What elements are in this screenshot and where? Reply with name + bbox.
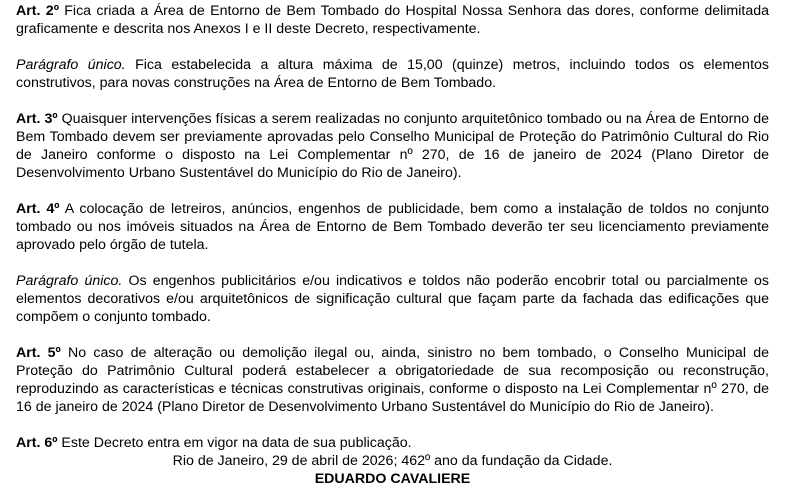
paragraph-label: Parágrafo único.: [16, 273, 123, 289]
article-label: Art. 4º: [16, 201, 60, 217]
paragraph-label: Parágrafo único.: [16, 57, 126, 73]
article-text: No caso de alteração ou demolição ilegal ou, ainda, sinistro no bem tombado, o Conselho Municipal de Proteção do Patrimônio Cultural poderá estabelecer a obrigatoriedade de sua recomposição ou reconstrução, reproduzindo as características e técnicas construtivas originais, conforme o disposto na Lei Complementar nº 270, de 16 de janeiro de 2024 (Plano Diretor de Desenvolvimento Urbano Sustentável do Município do Rio de Janeiro).: [16, 345, 769, 415]
article-text: Fica criada a Área de Entorno de Bem Tombado do Hospital Nossa Senhora das dores, conforme delimitada graficamente e descrita nos Anexos I e II deste Decreto, respectivamente.: [16, 3, 769, 37]
article-label: Art. 3º: [16, 111, 58, 127]
article-label: Art. 6º: [16, 435, 58, 451]
article-2-sole-paragraph: [16, 56, 769, 92]
article-text: Quaisquer intervenções físicas a serem realizadas no conjunto arquitetônico tombado ou na Área de Entorno de Bem Tombado devem ser previamente aprovadas pelo Conselho Municipal de Proteção do Patrimônio Cultural do Rio de Janeiro conforme o disposto na Lei Complementar nº 270, de 16 de janeiro de 2024 (Plano Diretor de Desenvolvimento Urbano Sustentável do Município do Rio de Janeiro).: [16, 111, 769, 181]
article-4-sole-paragraph: [16, 272, 769, 326]
article-label: Art. 2º: [16, 3, 59, 19]
place-and-date: Rio de Janeiro, 29 de abril de 2026; 462º ano da fundação da Cidade.: [172, 453, 613, 469]
article-text: A colocação de letreiros, anúncios, engenhos de publicidade, bem como a instalação de toldos no conjunto tombado ou nos imóveis situados na Área de Entorno de Bem Tombado deverão ter seu licenciamento previamente aprovado pelo órgão de tutela.: [16, 201, 769, 253]
article-3: [16, 110, 769, 182]
article-4: [16, 200, 769, 254]
signature: EDUARDO CAVALIERE: [314, 471, 471, 487]
paragraph-text: Os engenhos publicitários e/ou indicativos e toldos não poderão encobrir total ou parcialmente os elementos decorativos e/ou arquitetônicos de significação cultural que façam parte da fachada das edificações que compõem o conjunto tombado.: [16, 273, 769, 325]
paragraph-text: Fica estabelecida a altura máxima de 15,00 (quinze) metros, incluindo todos os elementos construtivos, para novas construções na Área de Entorno de Bem Tombado.: [16, 57, 769, 91]
article-label: Art. 5º: [16, 345, 61, 361]
article-2: [16, 2, 769, 38]
article-text: Este Decreto entra em vigor na data de sua publicação.: [61, 435, 412, 451]
article-6: [16, 434, 769, 452]
article-5: [16, 344, 769, 416]
